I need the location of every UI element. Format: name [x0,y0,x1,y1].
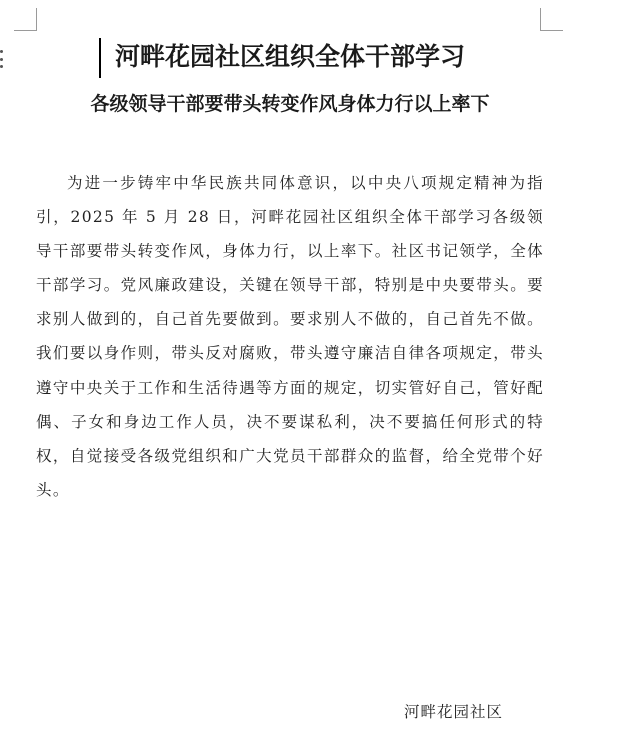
body-paragraph[interactable]: 为进一步铸牢中华民族共同体意识，以中央八项规定精神为指引，2025 年 5 月 28 日，河畔花园社区组织全体干部学习各级领导干部要带头转变作风，身体力行，以上率下。社区书记领学，全体干部学习。党风廉政建设，关键在领导干部，特别是中央要带头。要求别人做到的，自己首先要做到。要求别人不做的，自己首先不做。我们要以身作则，带头反对腐败，带头遵守廉洁自律各项规定，带头遵守中央关于工作和生活待遇等方面的规定，切实管好自己，管好配偶、子女和身边工作人员，决不要谋私利，决不要搞任何形式的特权，自觉接受各级党组织和广大党员干部群众的监督，给全党带个好头。 [36,174,544,499]
paragraph-drag-handle-icon[interactable] [0,50,4,68]
handle-dot [0,65,3,68]
document-title[interactable]: 河畔花园社区组织全体干部学习 [114,42,465,71]
signature-line[interactable]: 河畔花园社区 [404,703,504,721]
handle-dot [0,50,3,53]
text-cursor [99,38,101,78]
document-subtitle[interactable]: 各级领导干部要带头转变作风身体力行以上率下 [90,93,490,115]
handle-dot [0,58,3,61]
page-corner-mark-top-left [14,8,37,31]
page-corner-mark-top-right [540,8,563,31]
